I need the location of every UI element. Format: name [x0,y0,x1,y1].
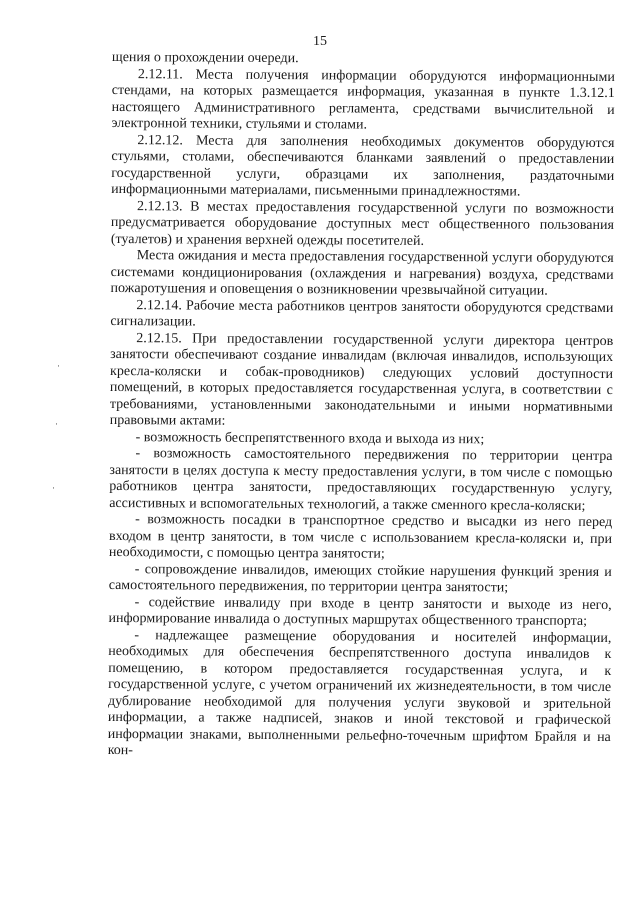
list-item: - возможность самостоятельного передвижения по территории центра занятости в целях доступа к месту предоставления услуги, в том числе с помощью работников центра занятости, предоставляющих государственную услугу, ассистивных и вспомогательных технологий, а также сменного кресла-коляски; [109,446,613,514]
paragraph: Места ожидания и места предоставления государственной услуги оборудуются системами кондиционирования (охлаждения и нагревания) воздуха, средствами пожаротушения и оповещения о возникновении чрезвычайной ситуации. [110,248,614,299]
list-item: - возможность посадки в транспортное средство и высадки из него перед входом в центр занятости, в том числе с использованием кресла-коляски и, при необходимости, с помощью центра занятости; [108,512,613,562]
list-item: - содействие инвалиду при входе в центр занятости и выходе из него, информирование инвалида о доступных маршрутах общественного транспорта; [108,594,612,629]
list-item: - сопровождение инвалидов, имеющих стойкие нарушения функций зрения и самостоятельного передвижения, по территории центра занятости; [108,561,612,596]
document-body [108,50,615,763]
scan-speck: · [55,419,58,429]
page-number: 15 [313,34,327,49]
scan-speck: · [52,483,55,493]
paragraph: 2.12.11. Места получения информации оборудуются информационными стендами, на которых размещается информация, указанная в пункте 1.3.12.1 настоящего Административного регламента, средствами вычислительной и электронной техники, стульями и столами. [111,66,615,133]
paragraph: щения о прохождении очереди. [111,50,299,67]
paragraph: 2.12.12. Места для заполнения необходимых документов оборудуются стульями, столами, обеспечиваются бланками заявлений о предоставлении государственной услуги, образцами их заполнения, раздаточными информационными материалами, письменными принадлежностями. [111,132,615,200]
paragraph: 2.12.14. Рабочие места работников центров занятости оборудуются средствами сигнализации. [110,297,614,330]
list-item: - надлежащее размещение оборудования и носителей информации, необходимых для обеспечения беспрепятственного доступа инвалидов к помещению, в котором предоставляется государственная услуга, и к государственной услуге, с учетом ограничений их жизнедеятельности, в том числе дублирование необходимой для получения услуги звуковой и зрительной информации, а также надписей, знаков и иной текстовой и графической информации знаками, выполненными рельефно-точечным шрифтом Брайля и на кон- [107,627,612,759]
list-item: - возможность беспрепятственного входа и выхода из них; [135,429,485,447]
paragraph: 2.12.15. При предоставлении государственной услуги директора центров занятости обеспечивают создание инвалидам (включая инвалидов, использующих кресла-коляски и собак-проводников) следующих условий доступности помещений, в которых предоставляется государственная услуга, в соответствии с требованиями, установленными законодательными и иными нормативными правовыми актами: [109,330,614,429]
scan-speck: · [57,361,60,371]
paragraph: 2.12.13. В местах предоставления государственной услуги по возможности предусматривается оборудование доступных мест общественного пользования (туалетов) и хранения верхней одежды посетителей. [110,198,615,249]
